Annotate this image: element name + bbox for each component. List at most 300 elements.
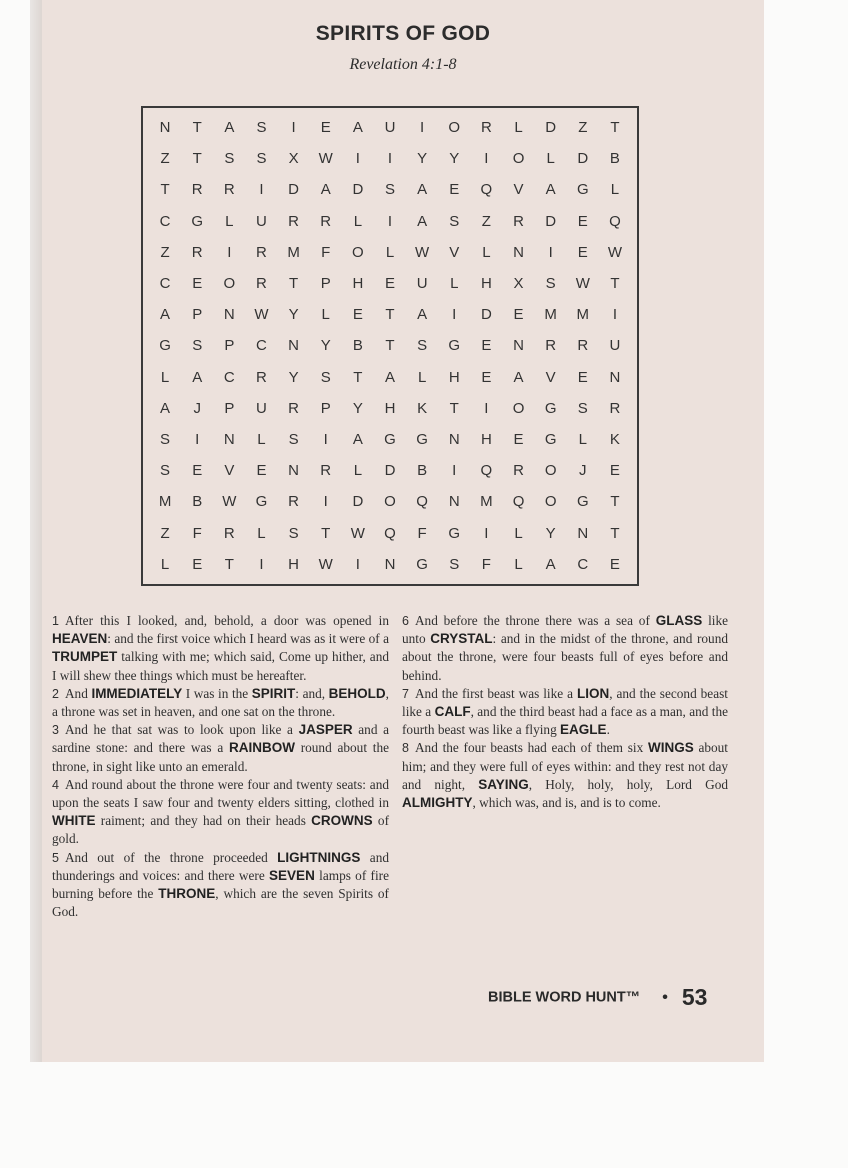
- grid-letter: L: [514, 555, 523, 573]
- keyword: WINGS: [647, 740, 694, 756]
- grid-letter: S: [384, 181, 395, 199]
- grid-letter: L: [353, 462, 363, 480]
- keyword: RAINBOW: [228, 740, 295, 756]
- grid-letter: Z: [160, 243, 170, 261]
- grid-letter: W: [350, 524, 365, 542]
- grid-letter: M: [158, 493, 172, 511]
- verse-text: And round about the throne were four and twenty seats: and upon the seats I saw four and twenty elders sitting, clothed in: [52, 776, 389, 811]
- grid-letter: S: [545, 275, 556, 293]
- grid-letter: I: [387, 150, 393, 168]
- keyword: GLASS: [655, 613, 703, 628]
- verse-text: , a throne was set in heaven, and one sat on the throne.: [52, 685, 389, 720]
- grid-letter: W: [318, 555, 333, 573]
- grid-letter: D: [384, 462, 396, 480]
- grid-letter: S: [417, 337, 428, 355]
- grid-letter: D: [545, 119, 557, 137]
- grid-letter: B: [352, 337, 363, 355]
- grid-letter: G: [448, 337, 461, 355]
- verse-8: [402, 739, 728, 812]
- grid-letter: P: [192, 306, 203, 324]
- grid-letter: S: [288, 431, 299, 449]
- grid-letter: R: [288, 212, 300, 230]
- keyword: SPIRIT: [251, 685, 296, 701]
- grid-letter: O: [223, 275, 236, 293]
- grid-letter: Y: [545, 524, 556, 542]
- verse-text: And he that sat was to look upon like a: [64, 722, 299, 738]
- keyword: SAYING: [478, 776, 529, 792]
- grid-letter: N: [577, 524, 589, 542]
- grid-letter: E: [609, 555, 620, 573]
- verse-text: , Holy, holy, holy, Lord God: [528, 776, 728, 792]
- verse-text: about him; and they were full of eyes within: and they rest not day and night,: [402, 740, 728, 792]
- grid-letter: E: [320, 119, 331, 137]
- grid-letter: S: [192, 337, 203, 355]
- grid-letter: P: [224, 399, 235, 417]
- page-title: SPIRITS OF GOD: [315, 22, 491, 45]
- verse-text: , which was, and is, and is to come.: [472, 795, 661, 811]
- grid-letter: S: [577, 399, 588, 417]
- grid-letter: T: [449, 399, 459, 417]
- grid-letter: E: [449, 181, 460, 199]
- verse-7: [402, 685, 728, 740]
- grid-letter: L: [546, 150, 555, 168]
- verse-number: 2: [52, 686, 59, 701]
- grid-letter: P: [320, 275, 331, 293]
- grid-letter: L: [450, 275, 459, 293]
- grid-letter: A: [160, 306, 171, 324]
- verse-number: 1: [52, 614, 59, 628]
- keyword: ALMIGHTY: [402, 795, 473, 811]
- grid-letter: N: [609, 368, 621, 386]
- grid-letter: S: [288, 524, 299, 542]
- keyword: LIGHTNINGS: [277, 849, 361, 865]
- grid-letter: S: [256, 150, 267, 168]
- grid-letter: G: [159, 337, 171, 355]
- grid-letter: A: [545, 555, 556, 573]
- grid-letter: G: [416, 431, 428, 449]
- word-search-grid: [141, 106, 639, 586]
- verse-4: [52, 776, 389, 849]
- grid-letter: F: [481, 555, 491, 573]
- verse-number: 8: [402, 741, 409, 756]
- grid-letter: I: [452, 306, 457, 324]
- grid-letter: Q: [609, 212, 621, 230]
- grid-letter: J: [579, 462, 587, 480]
- grid-letter: E: [192, 555, 203, 573]
- grid-letter: L: [353, 212, 363, 230]
- grid-letter: A: [320, 181, 331, 199]
- grid-letter: X: [288, 150, 299, 168]
- verse-text: like unto: [402, 613, 729, 647]
- verse-6: [402, 612, 728, 685]
- grid-letter: O: [512, 399, 525, 417]
- keyword: CROWNS: [311, 813, 373, 829]
- verse-text: And the first beast was like a: [414, 685, 577, 701]
- grid-letter: F: [321, 243, 331, 261]
- grid-letter: O: [448, 119, 461, 137]
- verse-text: , and the second beast like a: [402, 685, 728, 720]
- grid-letter: U: [256, 399, 267, 417]
- verse-text: , and the third beast had a face as a man, and the fourth beast was like a flying: [402, 704, 728, 738]
- grid-letter: W: [415, 243, 430, 261]
- grid-letter: T: [610, 493, 620, 511]
- grid-letter: N: [223, 431, 235, 449]
- grid-letter: D: [352, 493, 364, 511]
- verse-text: round about the throne, in sight like unto an emerald.: [52, 740, 389, 774]
- grid-letter: A: [224, 119, 235, 137]
- grid-letter: G: [576, 493, 589, 511]
- grid-letter: G: [191, 212, 204, 230]
- keyword: CALF: [434, 704, 471, 720]
- grid-letter: T: [321, 524, 331, 542]
- grid-letter: U: [256, 212, 267, 230]
- grid-letter: T: [385, 306, 395, 324]
- verse-number: 7: [402, 686, 409, 701]
- grid-letter: G: [576, 181, 589, 199]
- verse-text: And before the throne there was a sea of: [414, 613, 656, 628]
- grid-letter: I: [355, 555, 360, 573]
- grid-letter: V: [513, 181, 524, 199]
- grid-letter: O: [544, 462, 557, 480]
- grid-letter: L: [225, 212, 234, 230]
- grid-letter: I: [291, 119, 296, 137]
- grid-letter: I: [484, 399, 489, 417]
- grid-letter: K: [417, 399, 428, 417]
- grid-letter: C: [577, 555, 589, 573]
- grid-letter: Q: [416, 493, 428, 511]
- grid-letter: E: [192, 462, 203, 480]
- grid-letter: D: [352, 181, 364, 199]
- grid-letter: L: [160, 555, 170, 573]
- grid-letter: I: [548, 243, 553, 261]
- grid-letter: S: [449, 555, 460, 573]
- grid-letter: G: [255, 493, 268, 511]
- verse-text: And out of the throne proceeded: [64, 849, 278, 865]
- grid-letter: A: [513, 368, 524, 386]
- grid-letter: R: [288, 399, 300, 417]
- brand-name: BIBLE WORD HUNT™: [488, 989, 641, 1006]
- grid-letter: Q: [480, 181, 493, 199]
- page-edge-shadow: [30, 0, 42, 1062]
- grid-letter: E: [192, 275, 203, 293]
- grid-letter: E: [609, 462, 620, 480]
- grid-letter: V: [545, 368, 556, 386]
- grid-letter: L: [321, 306, 330, 324]
- grid-letter: S: [160, 431, 171, 449]
- grid-letter: T: [192, 150, 202, 168]
- grid-letter: T: [289, 275, 299, 293]
- grid-letter: A: [384, 368, 395, 386]
- keyword: IMMEDIATELY: [91, 685, 183, 701]
- grid-letter: E: [481, 368, 492, 386]
- grid-letter: E: [513, 306, 524, 324]
- grid-letter: I: [484, 150, 489, 168]
- grid-letter: R: [320, 212, 332, 230]
- grid-letter: E: [513, 431, 524, 449]
- grid-letter: H: [384, 399, 396, 417]
- grid-letter: C: [223, 368, 235, 386]
- grid-letter: I: [323, 493, 328, 511]
- scripture-reference: Revelation 4:1-8: [349, 56, 457, 73]
- grid-letter: E: [577, 243, 588, 261]
- grid-letter: N: [448, 431, 460, 449]
- grid-letter: Y: [449, 150, 460, 168]
- grid-letter: D: [545, 212, 557, 230]
- grid-letter: R: [191, 181, 203, 199]
- verse-text: raiment; and they had on their heads: [95, 813, 312, 829]
- grid-letter: O: [544, 493, 557, 511]
- grid-letter: K: [609, 431, 620, 449]
- grid-letter: U: [416, 275, 428, 293]
- grid-letter: A: [160, 399, 171, 417]
- keyword: TRUMPET: [52, 649, 118, 665]
- grid-letter: T: [224, 555, 234, 573]
- grid-letter: X: [513, 275, 524, 293]
- footer-separator: •: [662, 988, 668, 1006]
- grid-letter: Z: [578, 119, 588, 137]
- verse-text: And the four beasts had each of them six: [414, 740, 648, 756]
- grid-letter: L: [257, 431, 266, 449]
- grid-letter: N: [448, 493, 460, 511]
- grid-letter: Q: [384, 524, 396, 542]
- grid-letter: H: [480, 275, 492, 293]
- keyword: JASPER: [298, 722, 353, 738]
- grid-letter: W: [222, 493, 237, 511]
- keyword: LION: [576, 685, 610, 701]
- grid-letter: E: [384, 275, 395, 293]
- grid-letter: B: [192, 493, 203, 511]
- grid-letter: I: [452, 462, 457, 480]
- verse-3: [52, 721, 389, 776]
- keyword: THRONE: [158, 886, 216, 902]
- grid-letter: R: [256, 243, 267, 261]
- grid-letter: W: [607, 243, 623, 261]
- grid-letter: H: [288, 555, 300, 573]
- grid-letter: D: [480, 306, 492, 324]
- grid-letter: N: [159, 119, 171, 137]
- grid-letter: G: [416, 555, 428, 573]
- grid-letter: Z: [481, 212, 491, 230]
- verse-number: 5: [52, 850, 59, 865]
- grid-letter: T: [610, 275, 620, 293]
- grid-letter: L: [482, 243, 491, 261]
- grid-letter: R: [609, 399, 621, 417]
- verse-text: : and,: [295, 685, 329, 701]
- grid-letter: R: [577, 337, 589, 355]
- grid-letter: I: [227, 243, 232, 261]
- grid-letter: S: [256, 119, 267, 137]
- keyword: SEVEN: [269, 867, 315, 883]
- grid-letter: D: [577, 150, 589, 168]
- grid-letter: M: [576, 306, 590, 324]
- grid-letter: N: [288, 337, 300, 355]
- grid-letter: Y: [417, 150, 428, 168]
- grid-letter: A: [417, 181, 428, 199]
- grid-letter: Q: [480, 462, 493, 480]
- keyword: WHITE: [52, 813, 96, 829]
- grid-letter: C: [159, 275, 171, 293]
- verse-number: 6: [402, 614, 409, 628]
- grid-letter: F: [417, 524, 427, 542]
- grid-letter: A: [417, 306, 428, 324]
- grid-letter: I: [259, 181, 264, 199]
- grid-letter: S: [449, 212, 460, 230]
- grid-letter: F: [192, 524, 202, 542]
- grid-letter: H: [352, 275, 364, 293]
- grid-letter: Q: [512, 493, 525, 511]
- grid-letter: V: [449, 243, 460, 261]
- grid-letter: C: [256, 337, 267, 355]
- grid-letter: R: [320, 462, 332, 480]
- grid-letter: L: [160, 368, 170, 386]
- verse-text: And: [64, 685, 92, 701]
- grid-letter: I: [259, 555, 264, 573]
- grid-letter: T: [610, 119, 620, 137]
- grid-letter: L: [578, 431, 587, 449]
- verse-text: of gold.: [52, 813, 389, 847]
- grid-letter: A: [192, 368, 203, 386]
- grid-letter: M: [287, 243, 300, 261]
- grid-letter: L: [514, 524, 523, 542]
- grid-letter: I: [195, 431, 200, 449]
- grid-letter: T: [160, 181, 170, 199]
- grid-letter: U: [609, 337, 621, 355]
- grid-letter: N: [384, 555, 396, 573]
- verse-text: : and the first voice which I heard was as it were of a: [107, 631, 389, 647]
- grid-letter: O: [384, 493, 396, 511]
- verses-left-column: [52, 612, 389, 921]
- grid-letter: G: [448, 524, 461, 542]
- grid-letter: R: [256, 368, 267, 386]
- verse-text: , which are the seven Spirits of God.: [52, 886, 389, 920]
- verse-text: lamps of fire burning before the: [52, 867, 390, 902]
- grid-letter: C: [159, 212, 171, 230]
- grid-letter: U: [384, 119, 396, 137]
- keyword: BEHOLD: [328, 685, 386, 701]
- grid-letter: I: [387, 212, 393, 230]
- verse-5: [52, 849, 389, 922]
- grid-letter: E: [352, 306, 363, 324]
- grid-letter: Y: [288, 368, 299, 386]
- grid-letter: L: [257, 524, 266, 542]
- verse-text: I was in the: [182, 685, 252, 701]
- page-number: 53: [681, 984, 708, 1010]
- grid-letter: A: [352, 119, 363, 137]
- verse-number: 4: [52, 777, 59, 792]
- verse-text: and thunderings and voices: and there were: [52, 849, 389, 883]
- grid-letter: I: [612, 306, 618, 324]
- grid-letter: E: [577, 212, 588, 230]
- grid-letter: D: [288, 181, 300, 199]
- grid-letter: Z: [160, 150, 170, 168]
- grid-letter: N: [513, 243, 524, 261]
- grid-letter: N: [288, 462, 300, 480]
- grid-letter: H: [480, 431, 492, 449]
- keyword: HEAVEN: [52, 631, 108, 647]
- grid-letter: E: [256, 462, 267, 480]
- grid-letter: I: [355, 150, 360, 168]
- grid-letter: R: [288, 493, 300, 511]
- grid-letter: R: [545, 337, 557, 355]
- book-page: [42, 0, 764, 1062]
- grid-letter: M: [544, 306, 557, 324]
- grid-letter: A: [352, 431, 363, 449]
- grid-letter: Y: [288, 306, 299, 324]
- grid-letter: S: [320, 368, 331, 386]
- verse-text: After this I looked, and, behold, a door was opened in: [64, 613, 389, 628]
- grid-letter: I: [420, 119, 425, 137]
- grid-letter: N: [223, 306, 235, 324]
- grid-letter: W: [318, 150, 333, 168]
- grid-letter: L: [514, 119, 523, 137]
- grid-letter: T: [192, 119, 202, 137]
- grid-letter: R: [513, 212, 524, 230]
- grid-letter: L: [417, 368, 427, 386]
- grid-letter: L: [610, 181, 620, 199]
- grid-letter: T: [385, 337, 395, 355]
- grid-letter: Y: [352, 399, 363, 417]
- grid-letter: R: [256, 275, 267, 293]
- grid-letter: Y: [320, 337, 331, 355]
- grid-letter: T: [610, 524, 620, 542]
- grid-letter: R: [223, 181, 235, 199]
- grid-letter: S: [160, 462, 171, 480]
- page-footer: [488, 984, 707, 1011]
- grid-letter: L: [385, 243, 395, 261]
- grid-letter: I: [323, 431, 328, 449]
- grid-letter: S: [224, 150, 235, 168]
- grid-letter: M: [480, 493, 493, 511]
- grid-letter: B: [417, 462, 428, 480]
- grid-letter: P: [224, 337, 235, 355]
- grid-letter: R: [223, 524, 235, 542]
- verse-2: [52, 685, 389, 721]
- grid-letter: T: [353, 368, 363, 386]
- grid-letter: V: [224, 462, 235, 480]
- verse-text: talking with me; which said, Come up hither, and I will shew thee things which must be hereafter.: [52, 649, 389, 683]
- grid-letter: O: [352, 243, 364, 261]
- grid-letter: N: [513, 337, 524, 355]
- grid-letter: R: [191, 243, 203, 261]
- grid-letter: W: [575, 275, 590, 293]
- grid-letter: J: [193, 399, 201, 417]
- grid-letter: W: [254, 306, 269, 324]
- grid-letter: I: [484, 524, 489, 542]
- verse-1: [52, 612, 389, 685]
- grid-letter: P: [320, 399, 331, 417]
- grid-letter: E: [577, 368, 588, 386]
- grid-letter: H: [448, 368, 460, 386]
- verses-right-column: [402, 612, 728, 812]
- verse-text: and a sardine stone: and there was a: [52, 722, 390, 756]
- grid-letter: R: [513, 462, 524, 480]
- grid-letter: G: [544, 399, 557, 417]
- grid-letter: A: [417, 212, 428, 230]
- grid-letter: G: [544, 431, 557, 449]
- grid-letter: G: [384, 431, 396, 449]
- verse-number: 3: [52, 723, 59, 738]
- grid-letter: R: [480, 119, 492, 137]
- grid-letter: O: [512, 150, 525, 168]
- grid-letter: Z: [160, 524, 170, 542]
- keyword: EAGLE: [560, 722, 607, 738]
- grid-letter: E: [481, 337, 492, 355]
- grid-letter: B: [609, 150, 620, 168]
- verse-text: .: [606, 722, 610, 738]
- verse-text: : and in the midst of the throne, and round about the throne, were four beasts full of eyes before and behind.: [402, 631, 728, 683]
- grid-letter: A: [545, 181, 556, 199]
- keyword: CRYSTAL: [430, 631, 493, 647]
